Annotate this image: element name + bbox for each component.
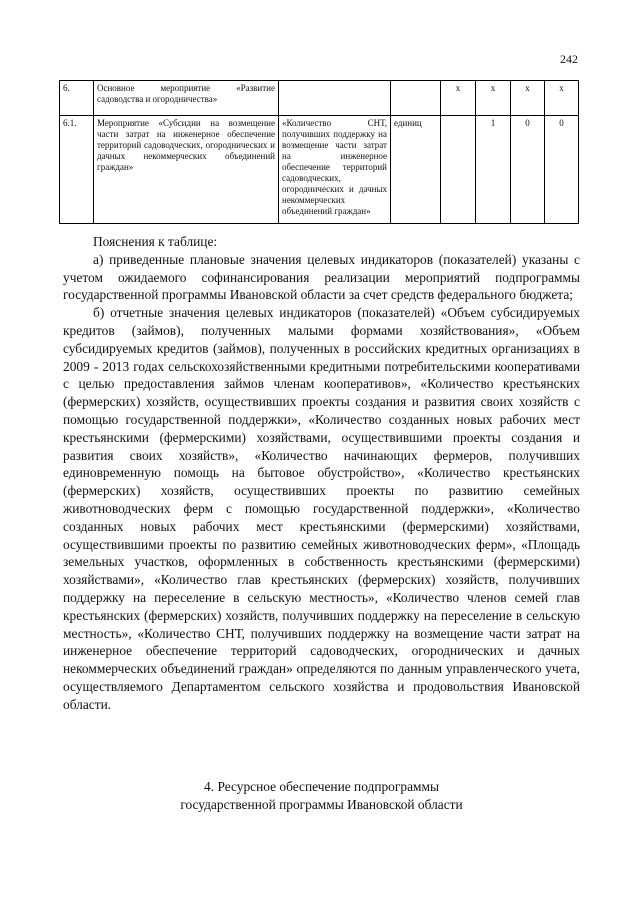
section-heading-line1: 4. Ресурсное обеспечение подпрограммы: [204, 779, 439, 794]
unit-cell: единиц: [391, 116, 441, 224]
value-cell: x: [476, 81, 511, 116]
explanations-block: [63, 233, 580, 714]
explanations-title: Пояснения к таблице:: [93, 234, 218, 249]
paragraph-a: а) приведенные плановые значения целевых индикаторов (показателей) указаны с учетом ожидаемого софинансирования реализации мероприятий подпрограммы государственной программы Ивановской области за счет средств федерального бюджета;: [63, 251, 580, 303]
indicator-name: [279, 81, 391, 116]
row-number: 6.1.: [60, 116, 94, 224]
table-row: [60, 116, 579, 224]
value-cell: x: [441, 81, 476, 116]
value-cell: [441, 116, 476, 224]
activity-name: Основное мероприятие «Развитие садоводства и огородничества»: [94, 81, 279, 116]
table-row: [60, 81, 579, 116]
section-heading-line2: государственной программы Ивановской области: [180, 797, 463, 812]
indicator-name: «Количество СНТ, получивших поддержку на возмещение части затрат на инженерное обеспечение территорий садоводческих, огороднических и дачных некоммерческих объединений граждан»: [279, 116, 391, 224]
value-cell: 0: [511, 116, 545, 224]
value-cell: 1: [476, 116, 511, 224]
value-cell: x: [545, 81, 579, 116]
section-heading: [63, 778, 580, 814]
row-number: 6.: [60, 81, 94, 116]
indicators-table: [59, 80, 579, 224]
value-cell: x: [511, 81, 545, 116]
value-cell: 0: [545, 116, 579, 224]
paragraph-b: б) отчетные значения целевых индикаторов (показателей) «Объем субсидируемых кредитов (займов), полученных малыми формами хозяйствования», «Объем субсидируемых кредитов (займов), полученных в российских кредитных организациях в 2009 - 2013 годах сельскохозяйственными кредитными потребительскими кооперативами с целью предоставления займов членам кооперативов», «Количество крестьянских (фермерских) хозяйств, осуществивших проекты создания и развития своих хозяйств с помощью государственной поддержки», «Количество созданных новых рабочих мест крестьянскими (фермерскими) хозяйствами, осуществившими проекты создания и развития своих хозяйств», «Количество начинающих фермеров, получивших единовременную помощь на бытовое обустройство», «Количество крестьянских (фермерских) хозяйств, осуществивших проекты по развитию семейных животноводческих ферм с помощью государственной поддержки», «Количество созданных новых рабочих мест крестьянскими (фермерскими) хозяйствами, осуществившими проекты по развитию семейных животноводческих ферм», «Площадь земельных участков, оформленных в собственность крестьянскими (фермерскими) хозяйствами», «Количество глав крестьянских (фермерских) хозяйств, получивших поддержку на переселение в сельскую местность», «Количество членов семей глав крестьянских (фермерских) хозяйств, получивших поддержку на переселение в сельскую местность», «Количество СНТ, получивших поддержку на возмещение части затрат на инженерное обеспечение территорий садоводческих, огороднических и дачных некоммерческих объединений граждан» определяются по данным управленческого учета, осуществляемого Департаментом сельского хозяйства и продовольствия Ивановской области.: [63, 305, 580, 712]
activity-name: Мероприятие «Субсидии на возмещение части затрат на инженерное обеспечение территорий садоводческих, огороднических и дачных некоммерческих объединений граждан»: [94, 116, 279, 224]
unit-cell: [391, 81, 441, 116]
page-number: 242: [560, 52, 578, 66]
